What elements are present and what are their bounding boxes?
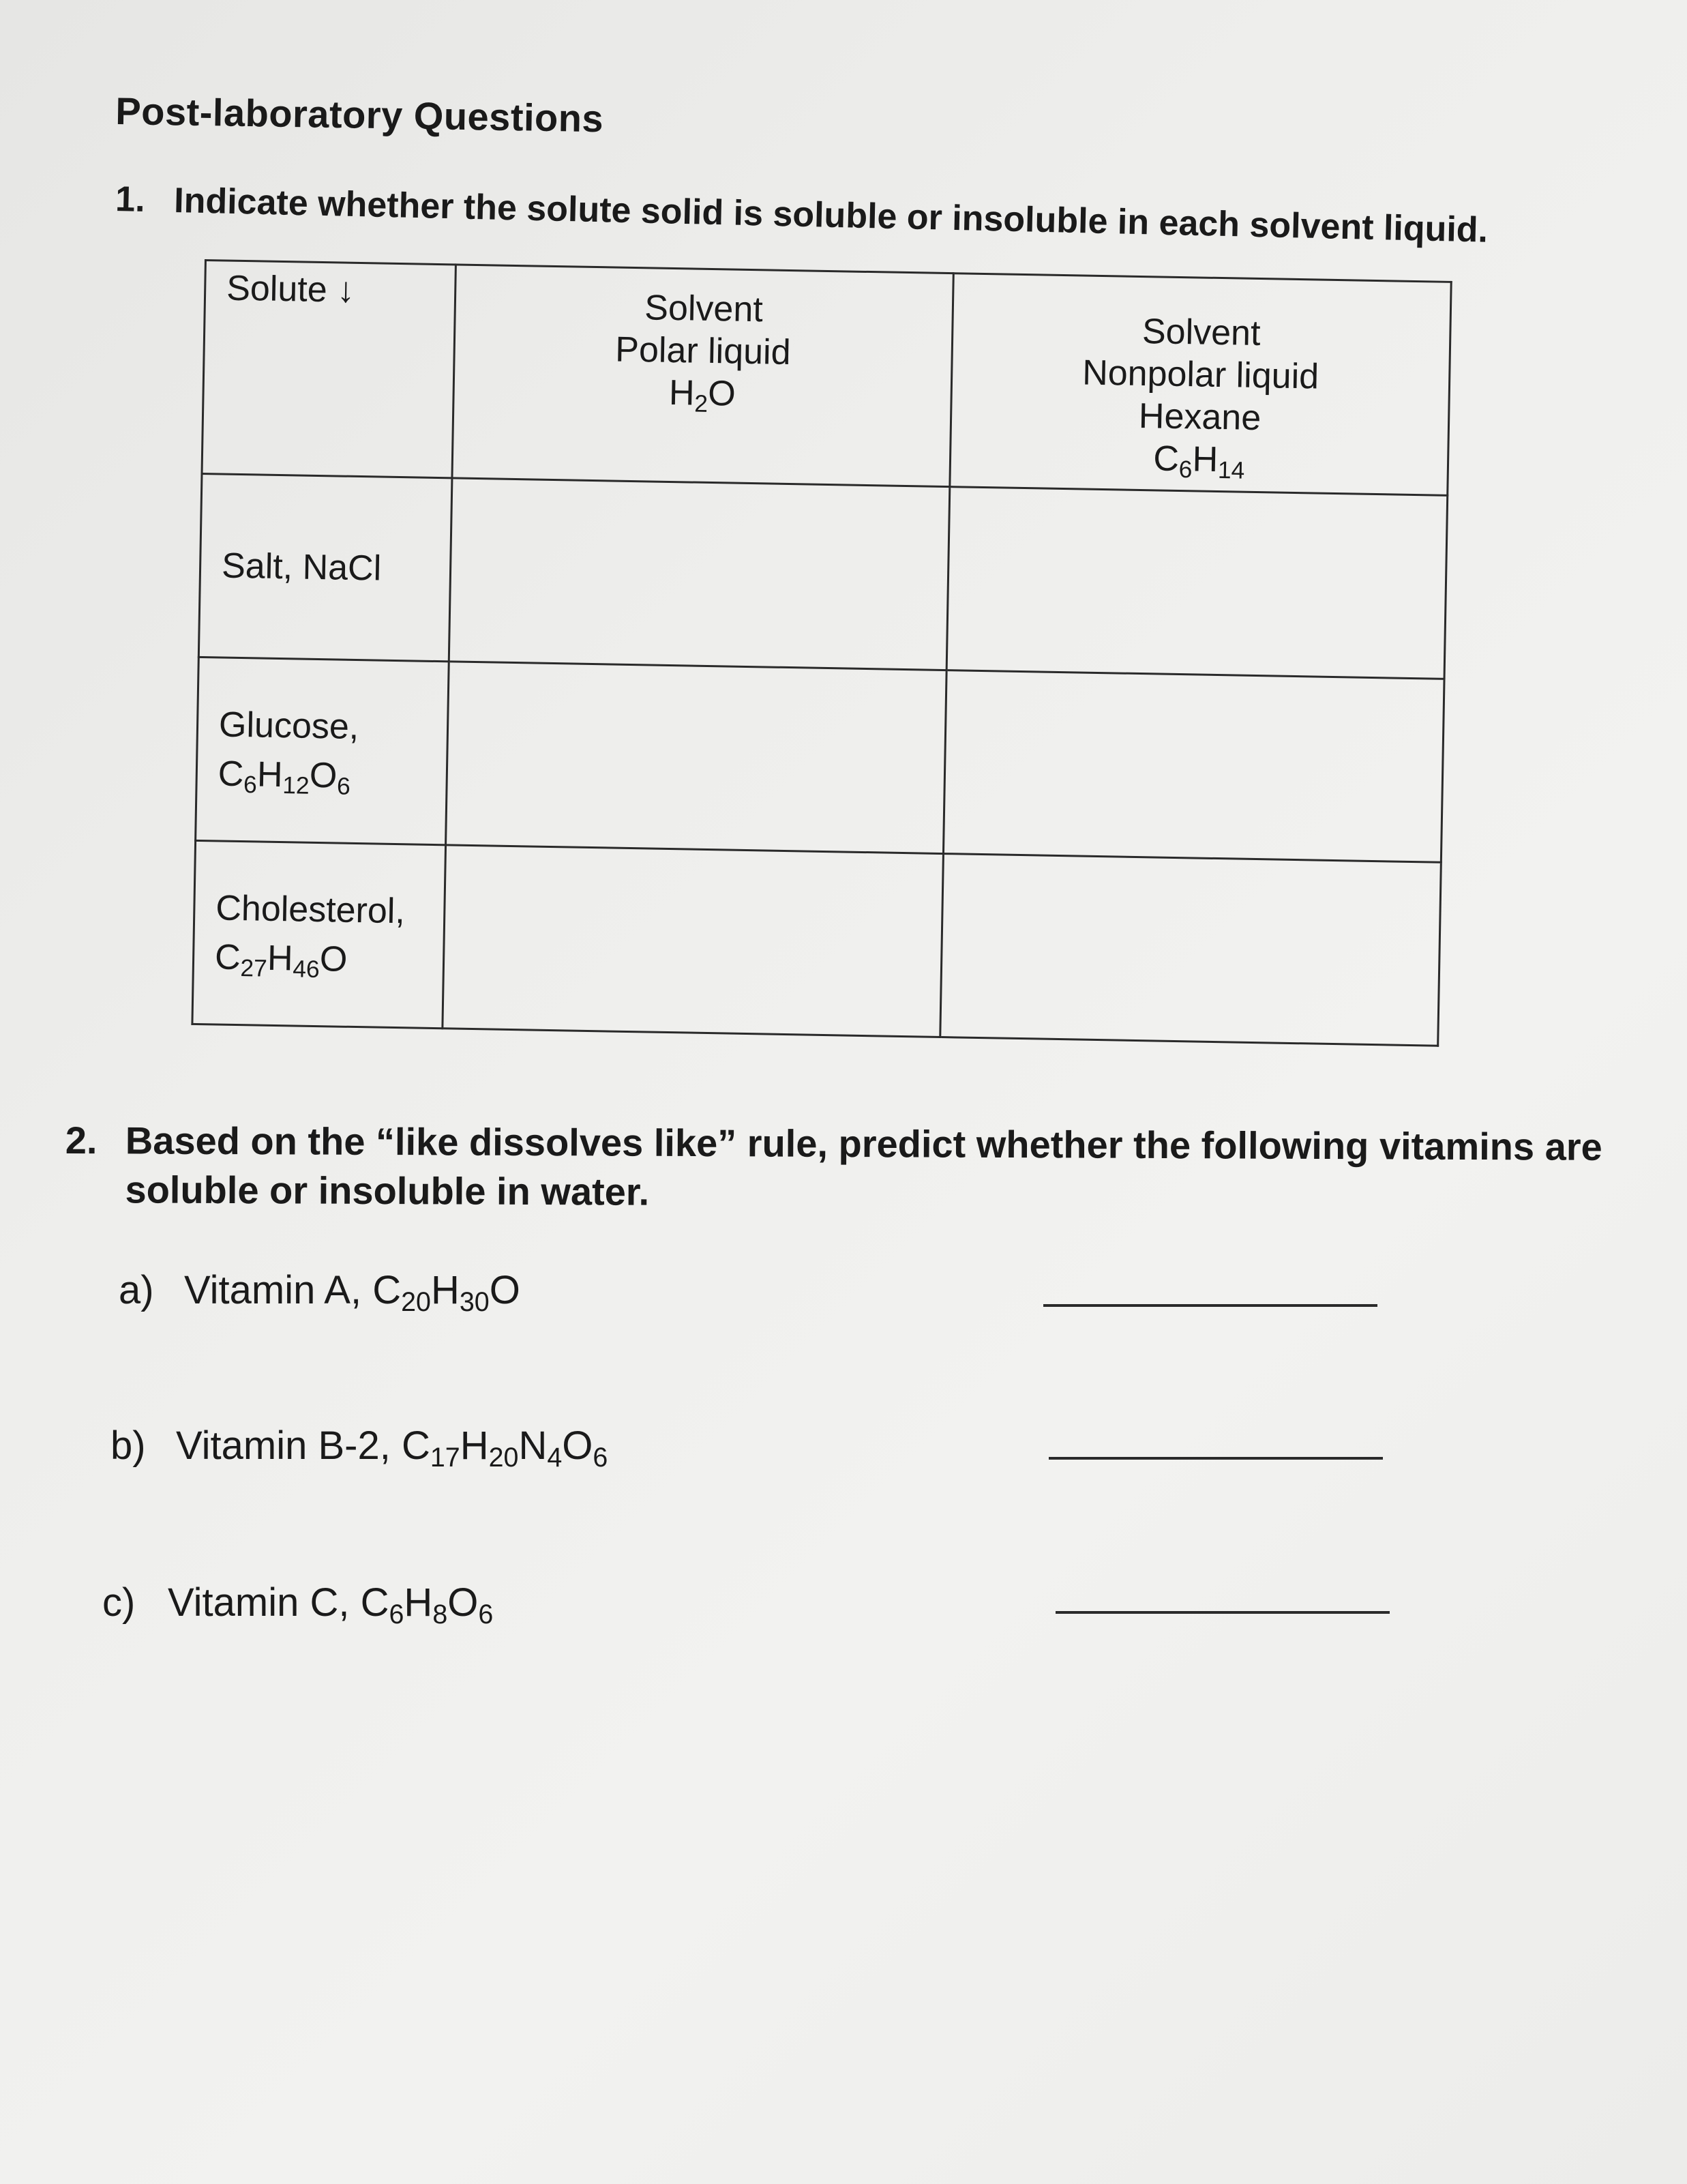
answer-cell-salt-hexane[interactable] xyxy=(946,487,1448,679)
header-nonpolar-solvent: Solvent Nonpolar liquid Hexane $C_6H_{14}$ xyxy=(950,274,1452,496)
vitamin-b2-answer-line[interactable] xyxy=(1049,1457,1383,1460)
answer-cell-glucose-hexane[interactable] xyxy=(943,670,1444,863)
answer-cell-cholesterol-hexane[interactable] xyxy=(940,854,1442,1046)
water-formula: $H_2O$ xyxy=(668,372,736,417)
vitamin-c-answer-line[interactable] xyxy=(1056,1611,1390,1614)
vitamin-b2-item: b) Vitamin B-2, $C_{17}H_{20}N_4O_6$ xyxy=(110,1423,608,1473)
solute-glucose: Glucose, $C_6H_{12}O_6$ xyxy=(196,657,449,844)
glucose-formula: $C_6H_{12}O_6$ xyxy=(218,754,351,800)
solute-cholesterol: Cholesterol, $C_{27}H_{46}O$ xyxy=(192,840,445,1028)
header-solute: Solute ↓ xyxy=(202,261,456,478)
hexane-formula: $C_6H_{14}$ xyxy=(1152,439,1245,484)
table-header-row xyxy=(202,261,1451,496)
question-2-text-line1: Based on the “like dissolves like” rule, predict whether the following vitamins are xyxy=(125,1119,1602,1168)
answer-cell-glucose-water[interactable] xyxy=(445,662,946,854)
show-through-text xyxy=(852,1371,863,1412)
solubility-table xyxy=(191,259,1452,1047)
answer-cell-cholesterol-water[interactable] xyxy=(442,845,943,1037)
question-2 xyxy=(65,1116,1602,1221)
cholesterol-formula: $C_{27}H_{46}O$ xyxy=(214,937,348,983)
question-1-text: Indicate whether the solute solid is soluble or insoluble in each solvent liquid. xyxy=(173,180,1489,250)
table-row xyxy=(198,473,1447,679)
question-2-number: 2. xyxy=(65,1119,98,1162)
question-2-text-line2: soluble or insoluble in water. xyxy=(125,1168,650,1213)
page-title: Post-laboratory Questions xyxy=(115,89,604,141)
answer-cell-salt-water[interactable] xyxy=(449,478,950,670)
question-1 xyxy=(115,179,1489,251)
vitamin-a-item: a) Vitamin A, $C_{20}H_{30}O$ xyxy=(119,1268,520,1318)
table-row xyxy=(196,657,1444,862)
question-1-number: 1. xyxy=(115,179,146,220)
solute-salt: Salt, NaCl xyxy=(198,473,451,661)
vitamin-a-answer-line[interactable] xyxy=(1043,1304,1377,1307)
solubility-table-wrapper xyxy=(191,259,1452,1047)
header-polar-solvent: Solvent Polar liquid $H_2O$ xyxy=(452,265,954,487)
table-row xyxy=(192,840,1441,1046)
vitamin-c-item: c) Vitamin C, $C_6H_8O_6$ xyxy=(102,1580,494,1630)
